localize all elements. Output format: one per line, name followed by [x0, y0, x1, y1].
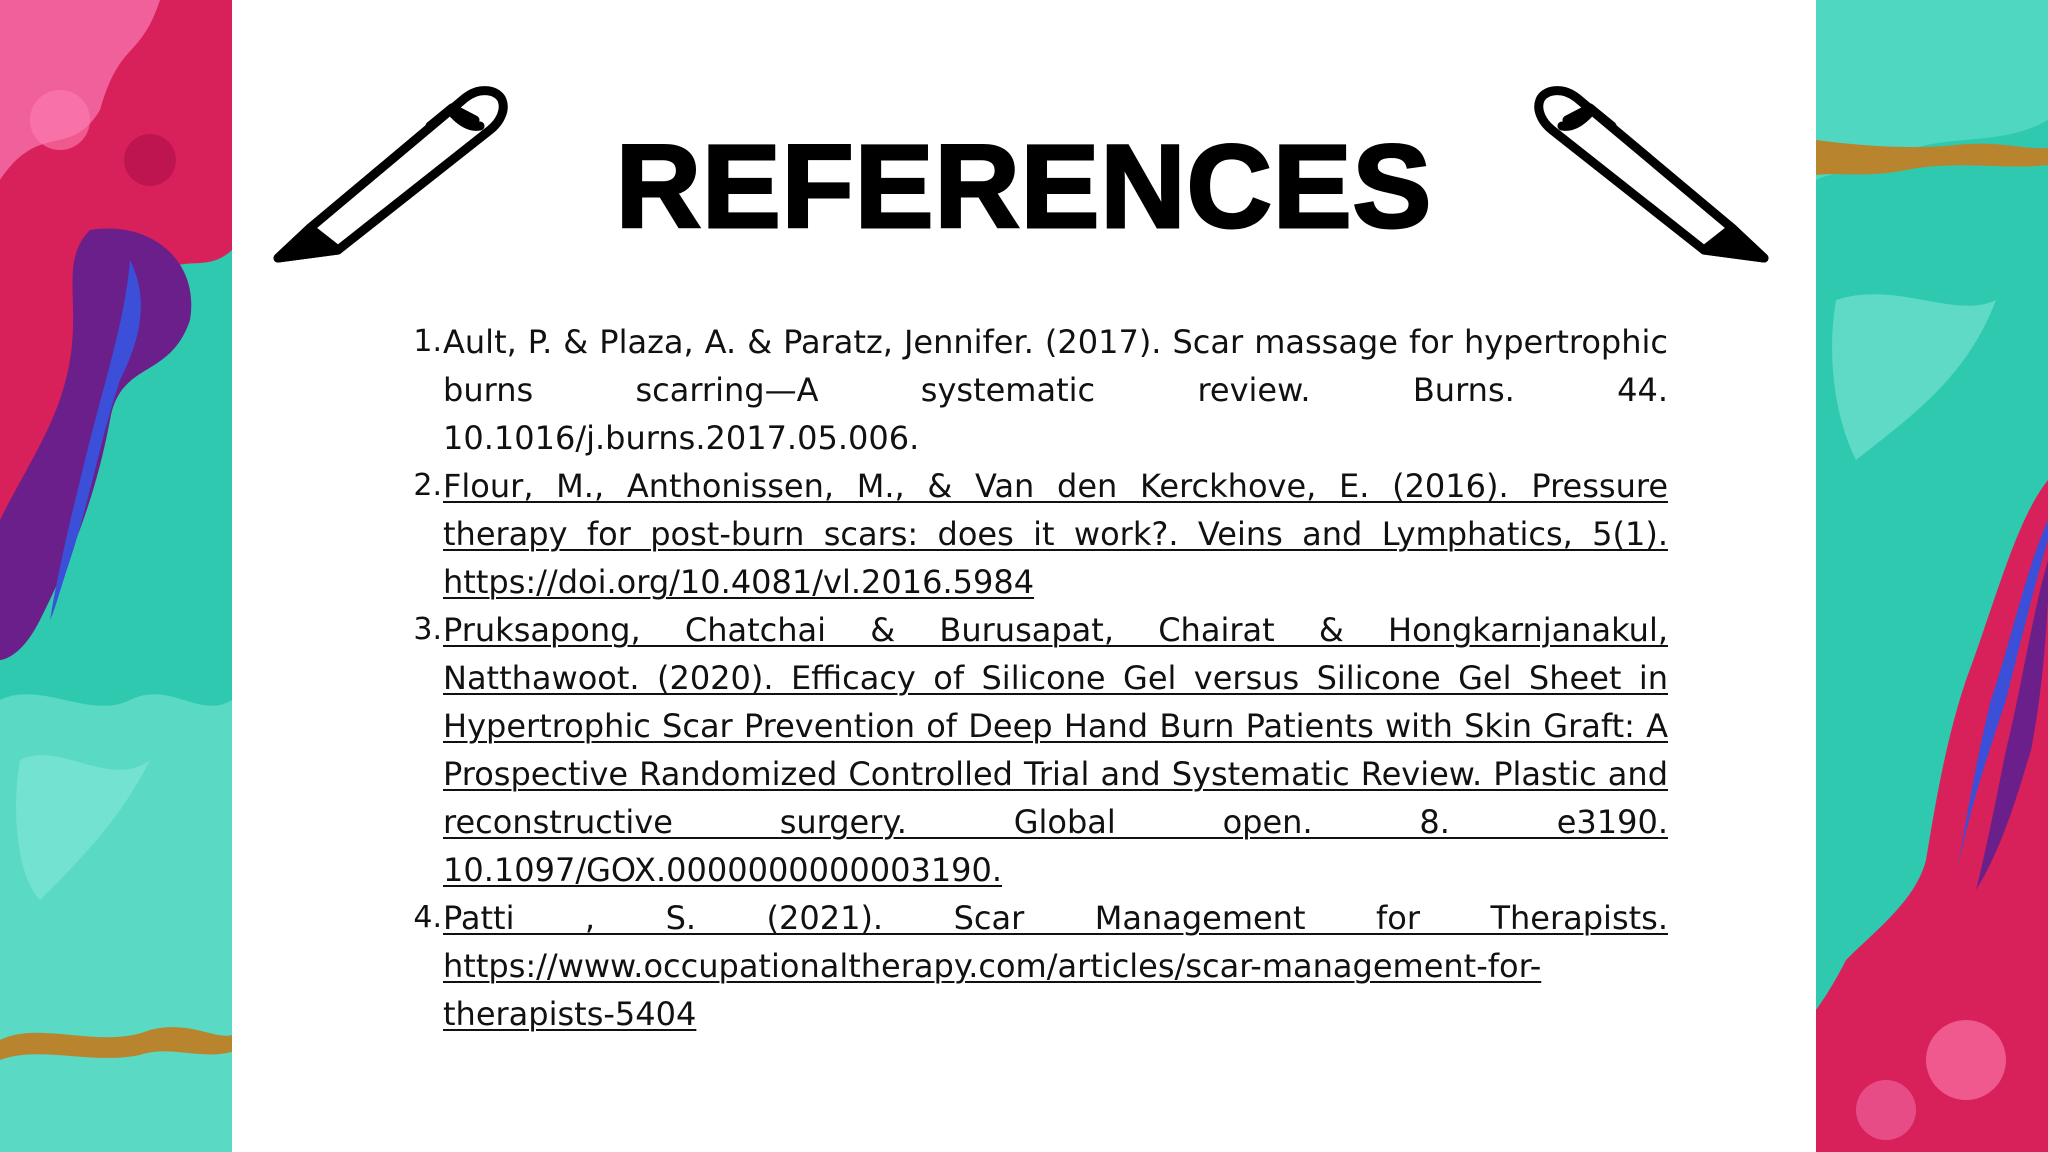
- reference-number: 3.: [413, 612, 442, 647]
- left-decorative-panel: [0, 0, 232, 1152]
- ink-art-right: [1816, 0, 2048, 1152]
- reference-item: [402, 318, 1668, 462]
- reference-number: 2.: [413, 468, 442, 503]
- pen-icon: [270, 78, 510, 268]
- reference-number: 1.: [413, 324, 442, 359]
- reference-text: Ault, P. & Plaza, A. & Paratz, Jennifer. (2017). Scar massage for hypertrophic burns scarring—A systematic review. Burns. 44. 10.1016/j.burns.2017.05.006.: [443, 323, 1668, 457]
- reference-link[interactable]: Pruksapong, Chatchai & Burusapat, Chairat & Hongkarnjanakul, Natthawoot. (2020). Efficacy of Silicone Gel versus Silicone Gel Sheet in Hypertrophic Scar Prevention of Deep Hand Burn Patients with Skin Graft: A Prospective Randomized Controlled Trial and Systematic Review. Plastic and reconstructive surgery. Global open. 8. e3190. 10.1097/GOX.0000000000003190.: [443, 611, 1668, 889]
- ink-art-left: [0, 0, 232, 1152]
- reference-number: 4.: [413, 900, 442, 935]
- reference-item: [402, 606, 1668, 894]
- reference-link[interactable]: Patti , S. (2021). Scar Management for Therapists. https://www.occupationaltherapy.com/articles/scar-management-for-therapists-5404: [443, 899, 1668, 1033]
- pen-icon: [1532, 78, 1772, 268]
- right-decorative-panel: [1816, 0, 2048, 1152]
- reference-link[interactable]: Flour, M., Anthonissen, M., & Van den Kerckhove, E. (2016). Pressure therapy for post-burn scars: does it work?. Veins and Lymphatics, 5(1). https://doi.org/10.4081/vl.2016.5984: [443, 467, 1668, 601]
- reference-list: [402, 318, 1668, 1038]
- reference-item: [402, 462, 1668, 606]
- page-title: REFERENCES: [615, 121, 1433, 253]
- reference-item: [402, 894, 1668, 1038]
